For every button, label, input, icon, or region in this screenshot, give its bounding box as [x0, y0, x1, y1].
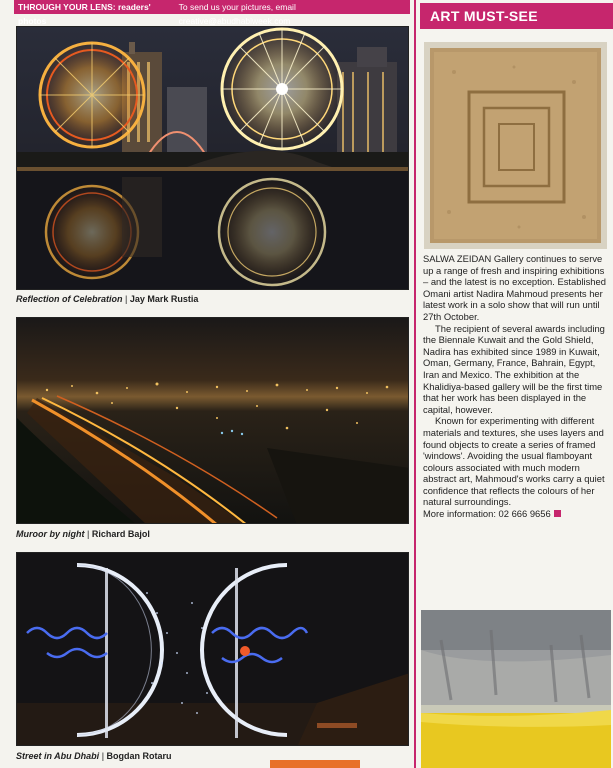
article-body [423, 253, 611, 520]
artwork-image-2 [421, 610, 611, 768]
section-title: THROUGH YOUR LENS: readers' photos [18, 2, 151, 26]
article-paragraph-3: Known for experimenting with different materials and textures, she uses layers and found objects to create a series of framed 'windows'. Avoiding the usual flamboyant colours associated with much modern abstract art, Mahmoud's works carry a quiet confidence that reflects the colours of her natural surroundings. [423, 415, 605, 508]
photo-title: Street in Abu Dhabi [16, 751, 100, 761]
caption-separator: | [87, 529, 90, 539]
article-paragraph-2: The recipient of several awards including the Biennale Kuwait and the Gold Shield, Nadira has exhibited since 1989 in Kuwait, Oman, Germany, France, Bahrain, Egypt, Iran and Mexico. The exhibition at the Khalidiya-based gallery will be the first time that her work has been displayed in the capital, however. [423, 322, 605, 415]
orange-tab-decoration [270, 760, 360, 768]
photo-caption-1 [16, 294, 198, 304]
right-column [416, 0, 613, 768]
caption-separator: | [125, 294, 128, 304]
photo-muroor-by-night [16, 317, 409, 524]
photo-author: Richard Bajol [91, 529, 150, 539]
more-info-text: More information: 02 666 9656 [423, 508, 551, 520]
photo-caption-2 [16, 529, 150, 539]
photo-author: Bogdan Rotaru [106, 751, 172, 761]
photo-caption-3 [16, 751, 172, 761]
photo-street-in-abu-dhabi [16, 552, 409, 746]
art-must-see-heading: ART MUST-SEE [420, 3, 613, 29]
caption-separator: | [101, 751, 105, 761]
section-header-bar [14, 0, 410, 26]
end-square-icon [554, 510, 561, 517]
artwork-image-1 [424, 42, 607, 249]
photo-title: Reflection of Celebration [16, 294, 123, 304]
more-info-line [423, 508, 611, 520]
photo-author: Jay Mark Rustia [129, 294, 199, 304]
submit-email-note: To send us your pictures, email creative@abudhabiweek.com [178, 2, 296, 26]
photo-title: Muroor by night [16, 529, 85, 539]
photo-reflection-of-celebration [16, 26, 409, 290]
article-paragraph-1: SALWA ZEIDAN Gallery continues to serve up a range of fresh and inspiring exhibitions – and the latest is no exception. Established Omani artist Nadira Mahmoud presents her latest work in a solo show that will run until 27th October. [423, 253, 606, 322]
